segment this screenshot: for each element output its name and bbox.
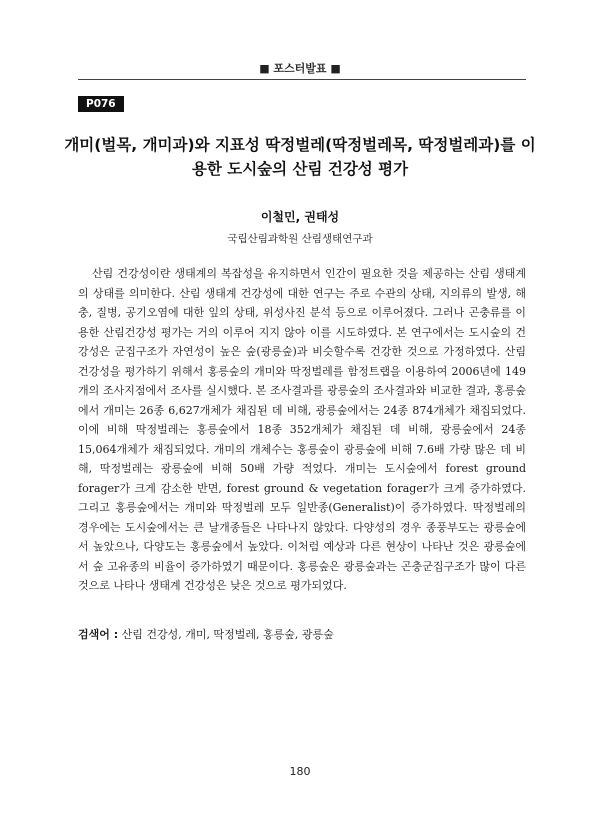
header-rule — [78, 79, 526, 80]
authors: 이철민, 권태성 — [260, 210, 340, 224]
abstract — [78, 264, 526, 596]
poster-id-badge: P076 — [78, 96, 124, 112]
abstract-paragraph: 산림 건강성이란 생태계의 복잡성을 유지하면서 인간이 필요한 것을 제공하는 산림 생태계의 상태를 의미한다. 산림 생태계 건강성에 대한 연구는 주로 수관의 상태, 지의류의 발생, 해충, 질병, 공기오염에 대한 잎의 상태, 위성사진 분석 등으로 이루어졌다. 그러나 곤충류를 이용한 산림건강성 평가는 거의 이루어 지지 않아 이를 시도하였다. 본 연구에서는 도시숲의 건강성은 군집구조가 자연성이 높은 숲(광릉숲)과 비슷할수록 건강한 것으로 가정하였다. 산림 건강성을 평가하기 위해서 홍릉숲의 개미와 딱정벌레를 함정트랩을 이용하여 2006년에 149개의 조사지점에서 조사를 실시했다. 본 조사결과를 광릉숲의 조사결과와 비교한 결과, 홍릉숲에서 개미는 26종 6,627개체가 채집된 데 비해, 광릉숲에서는 24종 874개체가 채집되었다. 이에 비해 딱정벌레는 홍릉숲에서 18종 352개체가 채집된 데 비해, 광릉숲에서 24종 15,064개체가 채집되었다. 개미의 개체수는 홍릉숲이 광릉숲에 비해 7.6배 가량 많은 데 비해, 딱정벌레는 광릉숲에 비해 50배 가량 적었다. 개미는 도시숲에서 forest ground forager가 크게 감소한 반면, forest ground & vegetation forager가 크게 증가하였다. 그리고 홍릉숲에서는 개미와 딱정벌레 모두 일반종(Generalist)이 증가하였다. 딱정벌레의 경우에는 도시숲에서는 큰 날개종들은 나타나지 않았다. 다양성의 경우 종풍부도는 광릉숲에서 높았으나, 다양도는 홍릉숲에서 높았다. 이처럼 예상과 다른 현상이 나타난 것은 광릉숲에서 숲 고유종의 비율이 증가하였기 때문이다. 홍릉숲은 광릉숲과는 곤충군집구조가 많이 다른 것으로 나타나 생태계 건강성은 낮은 것으로 평가되었다. — [78, 267, 526, 592]
page-number: 180 — [289, 765, 311, 778]
affiliation: 국립산림과학원 산림생태연구과 — [227, 233, 373, 245]
section-header: ■ 포스터발표 ■ — [259, 62, 341, 75]
keywords-text: 산림 건강성, 개미, 딱정벌레, 홍릉숲, 광릉숲 — [121, 628, 334, 641]
keywords-label: 검색어 : — [78, 628, 119, 641]
paper-title: 개미(벌목, 개미과)와 지표성 딱정벌레(딱정벌레목, 딱정벌레과)를 이용한 도시숲의 산림 건강성 평가 — [64, 136, 536, 178]
keywords — [78, 626, 526, 644]
